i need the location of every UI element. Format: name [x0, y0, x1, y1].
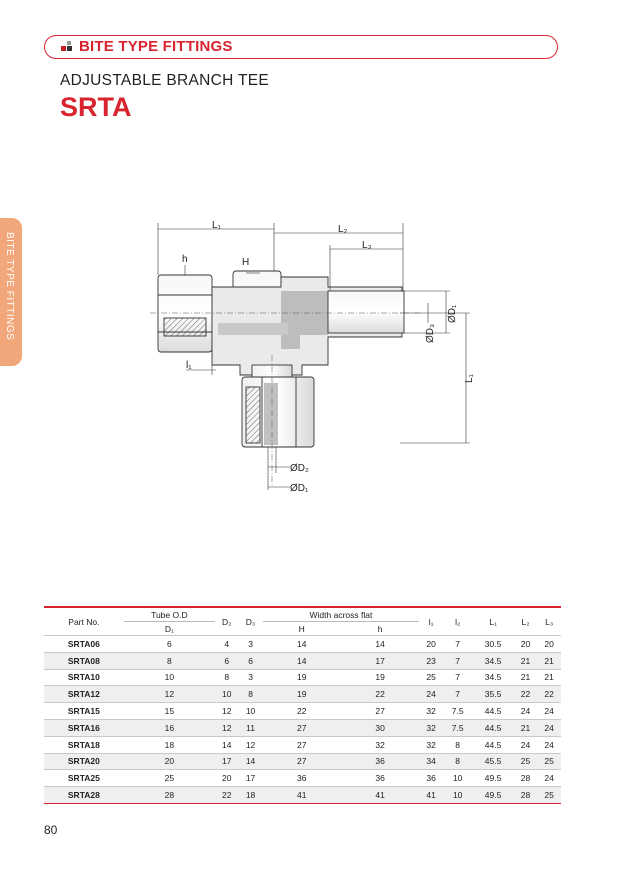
table-cell: 6: [166, 638, 172, 649]
table-cell: 15: [164, 706, 175, 717]
table-cell: 32: [375, 739, 385, 750]
table-cell: 8: [248, 689, 253, 700]
table-cell: 10: [452, 790, 463, 801]
table-cell: 24: [544, 773, 554, 784]
part-number-cell: SRTA25: [67, 773, 100, 784]
table-cell: 45.5: [484, 756, 502, 767]
table-cell: 28: [520, 773, 531, 784]
table-cell: 17: [245, 773, 256, 784]
table-cell: 25: [164, 773, 175, 784]
table-cell: 3: [248, 672, 253, 683]
part-number-cell: SRTA18: [67, 739, 100, 750]
table-row: [44, 636, 561, 653]
table-cell: 3: [248, 638, 253, 649]
technical-drawing: [150, 215, 475, 500]
table-cell: 30.5: [484, 638, 502, 649]
table-cell: 7: [455, 638, 461, 649]
col-L3: L₃: [537, 607, 561, 636]
table-row: [44, 686, 561, 703]
dim-L3-label: L₃: [362, 240, 372, 251]
table-cell: 41: [426, 790, 436, 801]
table-cell: 11: [246, 722, 255, 733]
dim-L1-vertical-label: L₁: [464, 374, 475, 383]
table-cell: 49.5: [484, 790, 502, 801]
table-cell: 21: [520, 722, 531, 733]
col-d1: D₁: [124, 622, 215, 636]
dim-D1-right-label: ØD₁: [447, 304, 458, 323]
bottom-nut-hatch: [246, 387, 260, 443]
side-tab[interactable]: [0, 218, 22, 366]
dim-D2-label: ØD₂: [290, 463, 309, 474]
table-cell: 27: [296, 756, 307, 767]
table-cell: 20: [164, 756, 175, 767]
part-number-cell: SRTA12: [67, 689, 100, 700]
table-cell: 25: [426, 672, 436, 683]
table-cell: 24: [426, 689, 436, 700]
dim-h-label: h: [182, 254, 188, 265]
table-cell: 19: [296, 689, 307, 700]
table-cell: 32: [426, 706, 436, 717]
table-cell: 25: [544, 790, 554, 801]
page-number: 80: [44, 823, 58, 837]
table-cell: 44.5: [484, 706, 502, 717]
col-width-across-flat: Width across flat: [263, 607, 420, 622]
col-L1: L₁: [472, 607, 513, 636]
table-row: [44, 669, 561, 686]
table-cell: 22: [375, 689, 385, 700]
part-number-cell: SRTA16: [67, 722, 100, 733]
col-H: H: [263, 622, 341, 636]
part-number-cell: SRTA20: [67, 756, 100, 767]
table-cell: 7.5: [451, 706, 464, 717]
part-number-cell: SRTA28: [67, 790, 100, 801]
table-cell: 17: [375, 655, 385, 666]
table-cell: 10: [245, 706, 256, 717]
table-cell: 21: [544, 655, 554, 666]
table-cell: 24: [520, 706, 531, 717]
table-cell: 22: [544, 689, 554, 700]
table-row: [44, 719, 561, 736]
section-header: [44, 35, 558, 59]
table-cell: 32: [426, 739, 436, 750]
table-cell: 7: [455, 672, 461, 683]
table-row: [44, 652, 561, 669]
table-cell: 14: [245, 756, 256, 767]
table-cell: 20: [222, 773, 232, 784]
table-cell: 25: [520, 756, 531, 767]
dim-D1-bottom-label: ØD₁: [290, 483, 309, 494]
table-cell: 17: [222, 756, 232, 767]
table-cell: 6: [248, 655, 253, 666]
col-d2: D₂: [215, 607, 239, 636]
table-cell: 36: [296, 773, 307, 784]
dim-D3-label: ØD₃: [425, 323, 436, 343]
table-row: [44, 787, 561, 804]
table-cell: 20: [544, 638, 554, 649]
dim-L1-label: L₁: [212, 220, 221, 231]
squares-icon: [61, 42, 73, 52]
table-cell: 12: [222, 706, 232, 717]
table-cell: 28: [164, 790, 175, 801]
table-cell: 14: [296, 655, 307, 666]
part-number-cell: SRTA15: [67, 706, 100, 717]
table-cell: 20: [520, 638, 531, 649]
table-cell: 24: [520, 739, 531, 750]
table-cell: 34: [426, 756, 436, 767]
table-cell: 10: [164, 672, 175, 683]
table-cell: 30: [375, 722, 385, 733]
product-code: SRTA: [60, 92, 132, 122]
table-cell: 41: [296, 790, 307, 801]
col-part-no: Part No.: [44, 607, 124, 636]
table-cell: 27: [296, 739, 307, 750]
table-cell: 21: [520, 672, 531, 683]
spec-table-body: [44, 636, 561, 804]
table-cell: 44.5: [484, 722, 502, 733]
table-cell: 14: [375, 638, 385, 649]
side-tab-label: BITE TYPE FITTINGS: [4, 232, 15, 341]
table-cell: 8: [455, 756, 461, 767]
section-title: BITE TYPE FITTINGS: [79, 38, 233, 55]
table-cell: 24: [544, 722, 554, 733]
table-cell: 4: [224, 638, 230, 649]
col-tube-od: Tube O.D: [124, 607, 215, 622]
table-cell: 10: [452, 773, 463, 784]
table-cell: 21: [544, 672, 554, 683]
part-number-cell: SRTA08: [67, 655, 100, 666]
col-h: h: [341, 622, 419, 636]
table-cell: 24: [544, 739, 554, 750]
table-cell: 49.5: [484, 773, 502, 784]
col-d3: D₃: [239, 607, 263, 636]
table-cell: 44.5: [484, 739, 502, 750]
table-row: [44, 703, 561, 720]
table-row: [44, 736, 561, 753]
table-cell: 16: [164, 722, 175, 733]
tube-right: [328, 291, 404, 333]
table-cell: 7.5: [451, 722, 464, 733]
table-cell: 41: [375, 790, 385, 801]
table-cell: 18: [164, 739, 175, 750]
table-cell: 7: [455, 655, 461, 666]
spec-table: [44, 606, 561, 804]
table-cell: 12: [222, 722, 232, 733]
table-cell: 20: [426, 638, 436, 649]
table-cell: 32: [426, 722, 436, 733]
table-cell: 36: [375, 756, 385, 767]
left-nut: [158, 275, 212, 352]
table-cell: 34.5: [484, 655, 502, 666]
table-row: [44, 753, 561, 770]
product-name: ADJUSTABLE BRANCH TEE: [60, 72, 269, 89]
part-number-cell: SRTA06: [67, 638, 100, 649]
table-row: [44, 770, 561, 787]
dim-H-label: H: [242, 257, 250, 268]
dim-l1-label: l₁: [186, 360, 192, 371]
col-l2: l₂: [443, 607, 473, 636]
table-cell: 28: [520, 790, 531, 801]
left-nut-hatch: [164, 318, 206, 336]
table-cell: 19: [296, 672, 307, 683]
col-l1: l₁: [419, 607, 443, 636]
table-cell: 27: [375, 706, 385, 717]
table-cell: 25: [544, 756, 554, 767]
table-cell: 8: [224, 672, 230, 683]
table-cell: 21: [520, 655, 531, 666]
table-cell: 22: [296, 706, 307, 717]
table-cell: 23: [426, 655, 436, 666]
table-cell: 22: [520, 689, 531, 700]
table-cell: 8: [455, 739, 461, 750]
table-cell: 19: [375, 672, 385, 683]
table-cell: 14: [222, 739, 232, 750]
table-cell: 10: [222, 689, 232, 700]
table-cell: 36: [375, 773, 385, 784]
dim-L2-label: L₂: [338, 224, 348, 235]
table-cell: 12: [245, 739, 256, 750]
table-cell: 18: [245, 790, 256, 801]
table-cell: 36: [426, 773, 436, 784]
part-number-cell: SRTA10: [67, 672, 100, 683]
table-cell: 8: [166, 655, 172, 666]
table-cell: 35.5: [484, 689, 502, 700]
table-cell: 7: [455, 689, 461, 700]
table-cell: 22: [222, 790, 232, 801]
table-cell: 14: [296, 638, 307, 649]
table-cell: 24: [544, 706, 554, 717]
col-L2: L₂: [514, 607, 538, 636]
table-cell: 34.5: [484, 672, 502, 683]
table-cell: 6: [224, 655, 230, 666]
table-cell: 12: [164, 689, 175, 700]
table-cell: 27: [296, 722, 307, 733]
